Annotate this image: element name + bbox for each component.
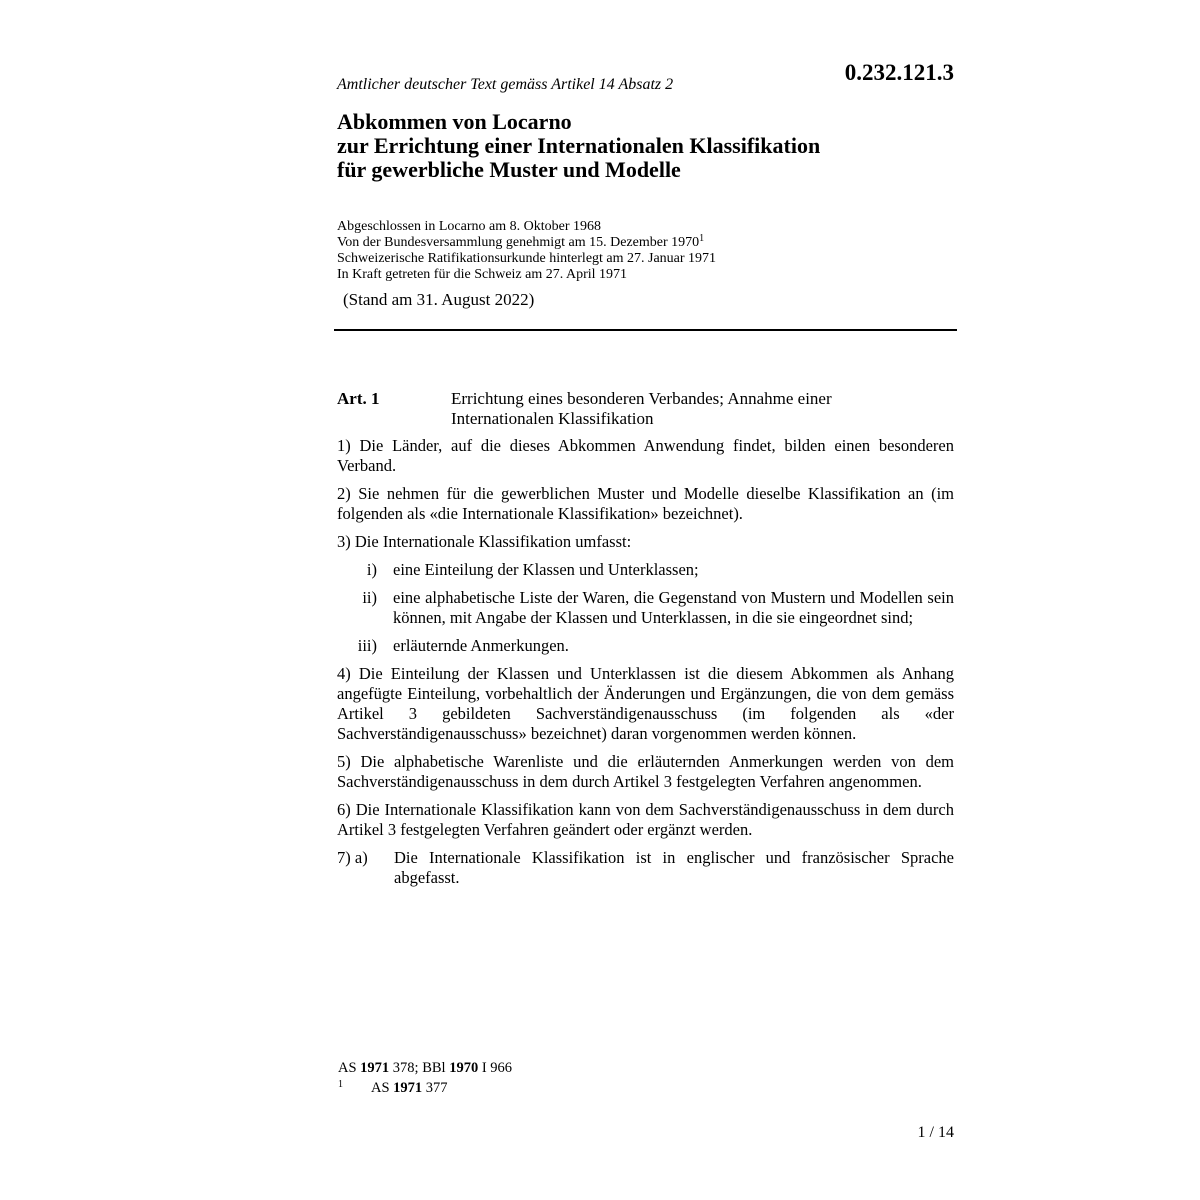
footnote-ref-1[interactable]: 1: [699, 233, 705, 244]
paragraph-5: 5) Die alphabetische Warenliste und die erläuternden Anmerkungen werden von dem Sachverständigenausschuss in dem durch Artikel 3 festgelegten Verfahren angenommen.: [337, 752, 954, 791]
article-title-line-2: Internationalen Klassifikation: [451, 409, 654, 428]
footnote-1-as-label: AS: [371, 1080, 394, 1096]
paragraph-7-text: Die Internationale Klassifikation ist in englischer und französischer Sprache abgefasst.: [394, 848, 954, 887]
paragraph-2: 2) Sie nehmen für die gewerblichen Muster und Modelle dieselbe Klassifikation an (im folgenden als «die Internationale Klassifikation» bezeichnet).: [337, 484, 954, 523]
title-line-3: für gewerbliche Muster und Modelle: [337, 157, 681, 182]
in-force-date: In Kraft getreten für die Schweiz am 27. April 1971: [337, 267, 628, 282]
article-number: Art. 1: [337, 389, 380, 408]
header-divider: [334, 329, 957, 331]
approval-date: [337, 235, 716, 251]
paragraph-6: 6) Die Internationale Klassifikation kann von dem Sachverständigenausschuss in dem durch Artikel 3 festgelegten Verfahren geändert oder ergänzt werden.: [337, 800, 954, 839]
official-text-note: Amtlicher deutscher Text gemäss Artikel 14 Absatz 2: [337, 76, 674, 93]
document-title: [337, 110, 957, 182]
list-item: [337, 560, 954, 580]
list-item-text: eine alphabetische Liste der Waren, die Gegenstand von Mustern und Modellen sein können, mit Angabe der Klassen und Unterklassen, in die sie eingeordnet sind;: [393, 588, 954, 627]
list-item-text: erläuternde Anmerkungen.: [393, 636, 569, 655]
paragraph-7-label: 7) a): [337, 848, 368, 867]
as-label: AS: [338, 1060, 361, 1076]
footnotes: [338, 1058, 512, 1098]
concluded-date: Abgeschlossen in Locarno am 8. Oktober 1968: [337, 219, 601, 234]
footnote-1-mark: 1: [338, 1079, 343, 1090]
paragraph-3: 3) Die Internationale Klassifikation umfasst:: [337, 532, 632, 551]
article-title: [451, 389, 951, 429]
paragraph-7: [337, 848, 954, 888]
footnote-1-page: 377: [422, 1080, 448, 1096]
list-item-text: eine Einteilung der Klassen und Unterklassen;: [393, 560, 699, 579]
bbl-page: I 966: [478, 1060, 513, 1076]
footnote-1-year: 1971: [393, 1080, 423, 1096]
page-number: 1 / 14: [917, 1124, 954, 1141]
paragraph-4: 4) Die Einteilung der Klassen und Unterklassen ist die diesem Abkommen als Anhang angefügte Einteilung, vorbehaltlich der Änderungen und Ergänzungen, die von dem gemäss Artikel 3 gebildeten Sachverständigenausschuss (im folgenden als «der Sachverständigenausschuss» bezeichnet) daran vorgenommen werden können.: [337, 664, 954, 743]
bbl-year: 1970: [449, 1060, 479, 1076]
article-body: [337, 436, 954, 896]
as-year: 1971: [360, 1060, 390, 1076]
list-item-label: i): [366, 560, 377, 579]
list-item-label: iii): [357, 636, 377, 655]
article-title-line-1: Errichtung eines besonderen Verbandes; Annahme einer: [451, 389, 832, 408]
list-item-label: ii): [362, 588, 377, 607]
approval-text: Von der Bundesversammlung genehmigt am 15. Dezember 1970: [337, 235, 700, 250]
ratification-date: Schweizerische Ratifikationsurkunde hinterlegt am 27. Januar 1971: [337, 251, 717, 266]
title-line-2: zur Errichtung einer Internationalen Klassifikation: [337, 133, 821, 158]
source-reference: [338, 1058, 512, 1078]
footnote-1: [338, 1078, 512, 1098]
document-metadata: [337, 219, 716, 283]
paragraph-1: 1) Die Länder, auf die dieses Abkommen Anwendung findet, bilden einen besonderen Verband.: [337, 436, 954, 475]
footnote-1-text: [371, 1078, 448, 1098]
stand-date: (Stand am 31. August 2022): [343, 290, 535, 309]
list-item: [337, 636, 954, 656]
list-item: [337, 588, 954, 628]
title-line-1: Abkommen von Locarno: [337, 109, 572, 134]
as-page: 378; BBl: [389, 1060, 450, 1076]
sr-number: 0.232.121.3: [844, 60, 954, 85]
